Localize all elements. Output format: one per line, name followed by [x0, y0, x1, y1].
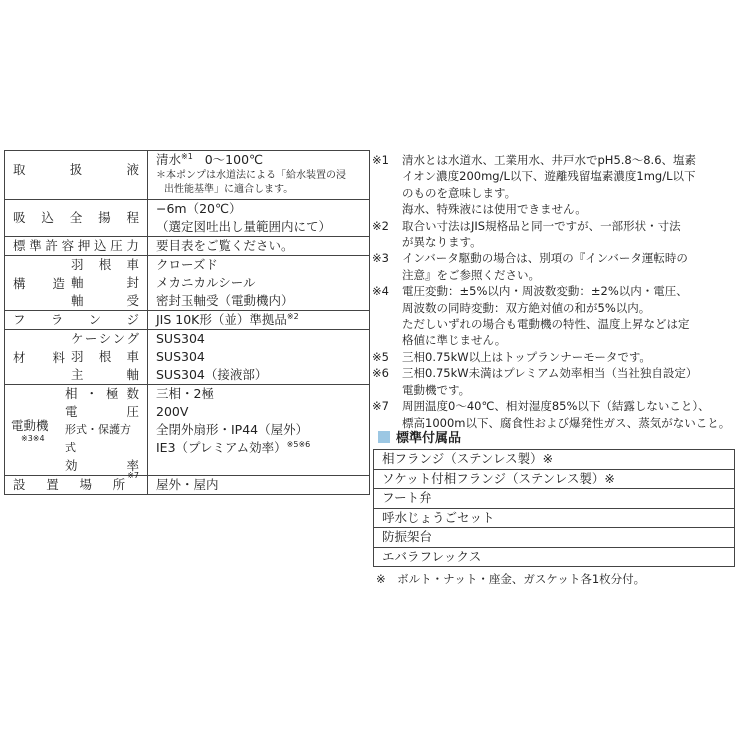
accessory-row	[374, 547, 735, 567]
label-char: ー	[84, 331, 98, 346]
label-char: ・	[85, 386, 98, 401]
install-label-cell	[5, 471, 148, 495]
accessory-item: エバラフレックス	[374, 547, 735, 567]
footnote-line: 三相0.75kW以上はトップランナーモータです。	[402, 349, 651, 364]
footnote-mark: ※3	[372, 251, 389, 266]
material-group-label	[5, 330, 71, 384]
label-char: 羽	[71, 257, 84, 272]
footnote-line: 清水とは水道水、工業用水、井戸水でpH5.8～8.6、塩素	[402, 153, 697, 167]
flange-label	[5, 311, 147, 329]
footnote-mark: ※7	[372, 399, 389, 414]
sub-value-ref: ※5※6	[286, 439, 311, 449]
footnote-line: のものを意味します。	[402, 185, 517, 200]
label-char: 極	[105, 386, 119, 401]
pressure-label	[5, 237, 147, 255]
accessories-note: ※ ボルト・ナット・座金、ガスケット各1枚分付。	[376, 572, 646, 586]
label-char: 吸	[13, 210, 26, 225]
sub-value	[156, 348, 369, 366]
accessory-item: フート弁	[374, 489, 735, 509]
label-char: 標	[13, 238, 26, 253]
footnote-body	[402, 218, 738, 251]
flange-ref: ※2	[286, 311, 299, 321]
suction-label	[5, 200, 147, 227]
footnote-line: 取合い寸法はJIS規格品と同一ですが、一部形状・寸法	[402, 218, 681, 233]
suction-label-cell	[5, 200, 148, 237]
label-char: 圧	[126, 404, 139, 419]
footnote-mark: ※4	[372, 284, 389, 299]
footnote-line: 注意』をご参照ください。	[402, 267, 540, 282]
sub-value	[156, 403, 369, 421]
material-label-cell	[5, 330, 148, 385]
sub-value	[156, 439, 369, 457]
sub-label	[65, 421, 139, 457]
liquid-label-cell	[5, 151, 148, 200]
label-char: 所	[112, 477, 126, 492]
footnote-line: ただしいずれの場合も電動機の特性、温度上昇などは定	[402, 317, 690, 332]
label-char: 電	[65, 404, 78, 419]
spec-row-suction	[5, 200, 370, 237]
label-char: ン	[112, 331, 126, 346]
suction-value: −6m（20℃）	[156, 201, 242, 216]
label-char: ン	[88, 312, 102, 327]
accessory-item: ソケット付相フランジ（ステンレス製）※	[374, 469, 735, 489]
label-char: 軸	[71, 275, 84, 290]
liquid-temp: 0～100℃	[204, 152, 264, 167]
footnote	[372, 365, 738, 398]
label-char: 数	[126, 386, 139, 401]
motor-sublabels	[65, 385, 147, 475]
label-char: シ	[98, 331, 112, 346]
label-char: 構	[13, 276, 26, 291]
footnote	[372, 349, 738, 365]
label-char: 場	[79, 477, 92, 492]
label-char: 根	[98, 257, 112, 272]
structure-sublabels	[71, 256, 147, 310]
sub-value-text: 密封玉軸受（電動機内）	[156, 293, 294, 308]
sub-label	[71, 330, 139, 348]
sub-value-text: メカニカルシール	[156, 275, 256, 290]
sub-value	[156, 292, 369, 310]
pressure-label-cell	[5, 237, 148, 256]
liquid-value: 清水	[156, 152, 182, 167]
accessory-item: 相フランジ（ステンレス製）※	[374, 450, 735, 470]
spec-row-structure	[5, 256, 370, 311]
label-char: 封	[126, 275, 139, 290]
footnote-line: 電圧変動：±5%以内・周波数変動：±2%以内・電圧、	[402, 284, 688, 299]
label-char: 設	[13, 477, 26, 492]
sub-value	[156, 330, 369, 348]
label-char: 準	[29, 238, 42, 253]
spec-row-pressure	[5, 237, 370, 256]
footnote-line: 電動機です。	[402, 382, 471, 397]
label-char: フ	[13, 312, 26, 327]
accessory-row	[374, 489, 735, 509]
label-char: 形式・保護方式	[65, 423, 131, 454]
label-char: 材	[13, 350, 26, 365]
accessory-row	[374, 469, 735, 489]
footnote-body	[402, 283, 738, 349]
footnote-body	[402, 152, 738, 218]
liquid-ref: ※1	[181, 151, 193, 161]
footnote-line: 海水、特殊液には使用できません。	[402, 202, 587, 217]
sub-value-text: 全閉外扇形・IP44（屋外）	[156, 422, 309, 437]
spec-row-install	[5, 476, 370, 495]
sub-value-text: SUS304（接液部）	[156, 367, 268, 382]
structure-group-label	[5, 256, 71, 310]
sub-value-text: 三相・2極	[156, 386, 214, 401]
sub-value	[156, 385, 369, 403]
label-char: ラ	[50, 312, 64, 327]
label-char: 料	[52, 350, 65, 365]
footnote	[372, 283, 738, 349]
label-char: 全	[69, 210, 83, 225]
label-char: 相	[65, 386, 78, 401]
flange-label-cell	[5, 311, 148, 330]
spec-row-liquid	[5, 151, 370, 200]
label-char: 許	[45, 238, 58, 253]
label-char: 圧	[110, 238, 123, 253]
motor-label-cell	[5, 385, 148, 476]
label-char: 軸	[126, 367, 139, 382]
material-values	[148, 330, 370, 385]
accessories-table	[373, 449, 735, 567]
motor-values	[148, 385, 370, 476]
label-char: 扱	[69, 162, 83, 177]
flange-value-cell	[148, 311, 370, 330]
sub-label	[65, 385, 139, 403]
sub-label	[71, 366, 139, 384]
footnote-mark: ※5	[372, 349, 389, 364]
accessory-row	[374, 528, 735, 548]
label-char: 車	[126, 257, 139, 272]
install-label	[13, 476, 127, 494]
footnote-line: イオン濃度200mg/L以下、遊離残留塩素濃度1mg/L以下	[402, 169, 696, 184]
sub-label	[65, 403, 139, 421]
install-label-wrap	[5, 471, 147, 494]
footnote-mark: ※2	[372, 218, 389, 233]
install-ref: ※7	[127, 471, 139, 480]
label-char: 率	[126, 458, 139, 473]
sub-value	[156, 256, 369, 274]
flange-value: JIS 10K形（並）準拠品	[156, 312, 287, 327]
material-sublabels	[71, 330, 147, 384]
suction-value-cell	[148, 200, 370, 237]
label-char: 容	[61, 238, 75, 253]
label-char: 置	[46, 477, 59, 492]
sub-value-text: クローズド	[156, 257, 218, 272]
footnote-body	[402, 365, 738, 398]
accessory-row	[374, 508, 735, 528]
sub-value-text: IE3（プレミアム効率）	[156, 440, 287, 455]
label-char: 効	[65, 458, 78, 473]
footnote-body	[402, 349, 738, 365]
sub-value	[156, 366, 369, 384]
accessories-title-square-icon	[378, 431, 390, 443]
label-char: 力	[126, 238, 139, 253]
footnotes	[372, 152, 738, 431]
footnote-line: 格値に準じません。	[402, 333, 507, 348]
label-char: 羽	[71, 349, 84, 364]
spec-table	[4, 150, 370, 495]
liquid-value-cell	[148, 151, 370, 200]
accessory-row	[374, 450, 735, 470]
label-char: 根	[98, 349, 112, 364]
structure-label-cell	[5, 256, 148, 311]
pressure-value: 要目表をご覧ください。	[148, 237, 370, 256]
motor-group-label: 電動機	[11, 418, 49, 433]
label-char: 込	[94, 238, 107, 253]
label-char: 軸	[71, 293, 84, 308]
label-char: 受	[126, 293, 139, 308]
liquid-note-line1: ＊本ポンプは水道法による「給水装置の浸	[156, 170, 346, 181]
liquid-label	[5, 151, 147, 179]
label-char: 揚	[98, 210, 111, 225]
footnote-line: 周囲温度0～40℃、相対湿度85%以下（結露しないこと）、	[402, 399, 710, 414]
label-char: ケ	[71, 331, 84, 346]
footnote	[372, 152, 738, 218]
footnote-body	[402, 398, 738, 431]
accessory-item: 防振架台	[374, 528, 735, 548]
label-char: 込	[41, 210, 54, 225]
footnote	[372, 218, 738, 251]
sub-label	[71, 256, 139, 274]
sub-value-text: 200V	[156, 404, 189, 419]
sub-label	[71, 348, 139, 366]
sub-label	[71, 292, 139, 310]
footnote-line: 三相0.75kW未満はプレミアム効率相当（当社独自設定）	[402, 366, 698, 381]
spec-row-material	[5, 330, 370, 385]
footnote-mark: ※6	[372, 366, 389, 381]
spec-row-flange	[5, 311, 370, 330]
label-char: 取	[13, 162, 26, 177]
footnote-mark: ※1	[372, 153, 389, 167]
footnote-line: が異なります。	[402, 235, 482, 250]
footnote	[372, 250, 738, 283]
label-char: 液	[126, 162, 139, 177]
accessory-item: 呼水じょうごセット	[374, 508, 735, 528]
label-char: 押	[77, 238, 91, 253]
label-char: 程	[126, 210, 139, 225]
suction-note: （選定図吐出し量範囲内にて）	[156, 219, 332, 234]
footnote-line: 標高1000m以下、腐食性および爆発性ガス、蒸気がないこと。	[402, 415, 731, 430]
motor-group-ref: ※3※4	[21, 434, 45, 443]
footnote-line: インバータ駆動の場合は、別項の『インバータ運転時の	[402, 251, 688, 266]
sub-label	[71, 274, 139, 292]
footnote	[372, 398, 738, 431]
spec-row-motor	[5, 385, 370, 476]
label-char: 主	[71, 367, 84, 382]
sub-value-text: SUS304	[156, 331, 205, 346]
footnote-body	[402, 250, 738, 283]
install-value: 屋外・屋内	[148, 476, 370, 495]
label-char: 造	[52, 276, 65, 291]
accessories-title	[378, 427, 461, 446]
motor-group	[5, 385, 65, 475]
accessories-title-text: 標準付属品	[396, 431, 462, 446]
label-char: ジ	[126, 312, 139, 327]
label-char: グ	[126, 331, 139, 346]
footnote-line: 周波数の同時変動：双方絶対値の和が5%以内。	[402, 300, 651, 315]
sub-value	[156, 274, 369, 292]
label-char: 車	[126, 349, 139, 364]
sub-value-text: SUS304	[156, 349, 205, 364]
sub-value	[156, 421, 369, 439]
liquid-note-line2: 出性能基準」に適合します。	[164, 184, 294, 195]
structure-values	[148, 256, 370, 311]
